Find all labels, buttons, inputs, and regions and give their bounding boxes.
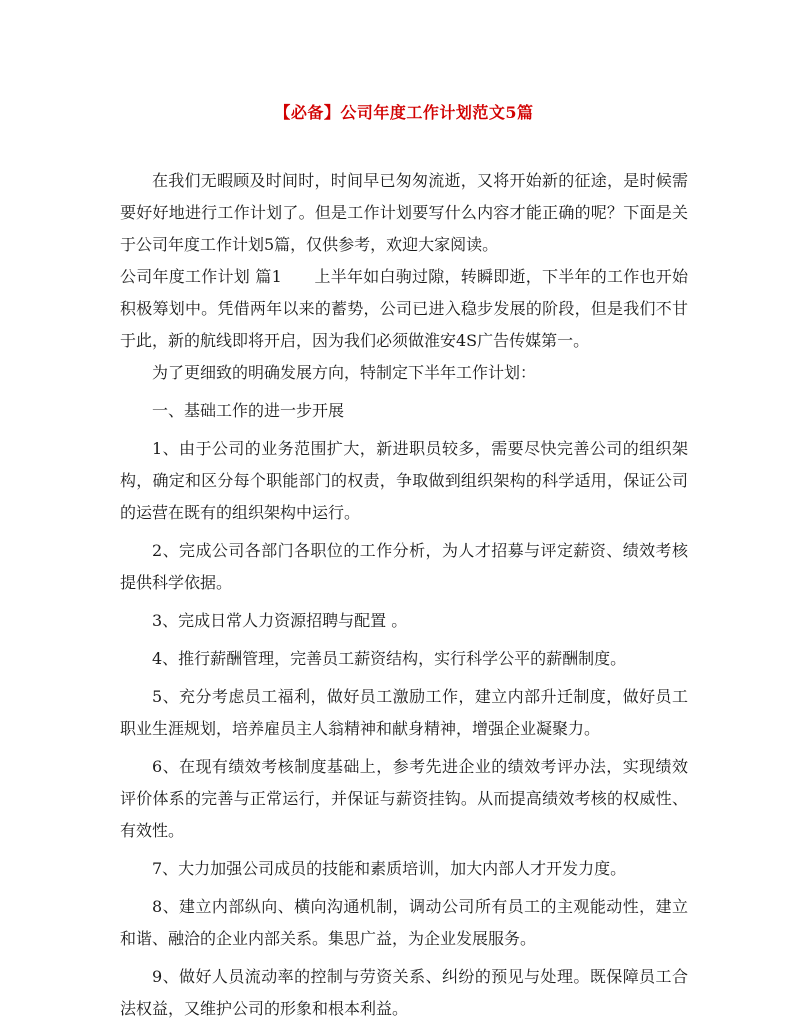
paragraph: 2、完成公司各部门各职位的工作分析，为人才招募与评定薪资、绩效考核提供科学依据。 [120, 541, 688, 592]
paragraph: 4、推行薪酬管理，完善员工薪资结构，实行科学公平的薪酬制度。 [152, 649, 627, 668]
document-body [120, 165, 688, 1025]
paragraph: 3、完成日常人力资源招聘与配置 。 [152, 611, 408, 630]
paragraph: 一、基础工作的进一步开展 [152, 401, 345, 420]
document-title: 【必备】公司年度工作计划范文5篇 [274, 103, 534, 122]
paragraph: 为了更细致的明确发展方向，特制定下半年工作计划： [152, 363, 537, 382]
paragraph: 在我们无暇顾及时间时，时间早已匆匆流逝，又将开始新的征途，是时候需要好好地进行工作计划了。但是工作计划要写什么内容才能正确的呢？下面是关于公司年度工作计划5篇，仅供参考，欢迎大家阅读。 [120, 171, 688, 254]
paragraph: 8、建立内部纵向、横向沟通机制，调动公司所有员工的主观能动性，建立和谐、融洽的企业内部关系。集思广益，为企业发展服务。 [120, 897, 688, 948]
paragraph: 9、做好人员流动率的控制与劳资关系、纠纷的预见与处理。既保障员工合法权益，又维护公司的形象和根本利益。 [120, 967, 688, 1018]
paragraph: 7、大力加强公司成员的技能和素质培训，加大内部人才开发力度。 [152, 859, 627, 878]
paragraph: 1、由于公司的业务范围扩大，新进职员较多，需要尽快完善公司的组织架构，确定和区分每个职能部门的权责，争取做到组织架构的科学适用，保证公司的运营在既有的组织架构中运行。 [120, 439, 688, 522]
paragraph: 6、在现有绩效考核制度基础上，参考先进企业的绩效考评办法，实现绩效评价体系的完善与正常运行，并保证与薪资挂钩。从而提高绩效考核的权威性、有效性。 [120, 757, 688, 840]
paragraph: 5、充分考虑员工福利，做好员工激励工作，建立内部升迁制度，做好员工职业生涯规划，培养雇员主人翁精神和献身精神，增强企业凝聚力。 [120, 687, 688, 738]
paragraph: 公司年度工作计划 篇1 上半年如白驹过隙，转瞬即逝，下半年的工作也开始积极筹划中。凭借两年以来的蓄势，公司已进入稳步发展的阶段，但是我们不甘于此，新的航线即将开启，因为我们必须做淮安4S广告传媒第一。 [120, 267, 688, 350]
